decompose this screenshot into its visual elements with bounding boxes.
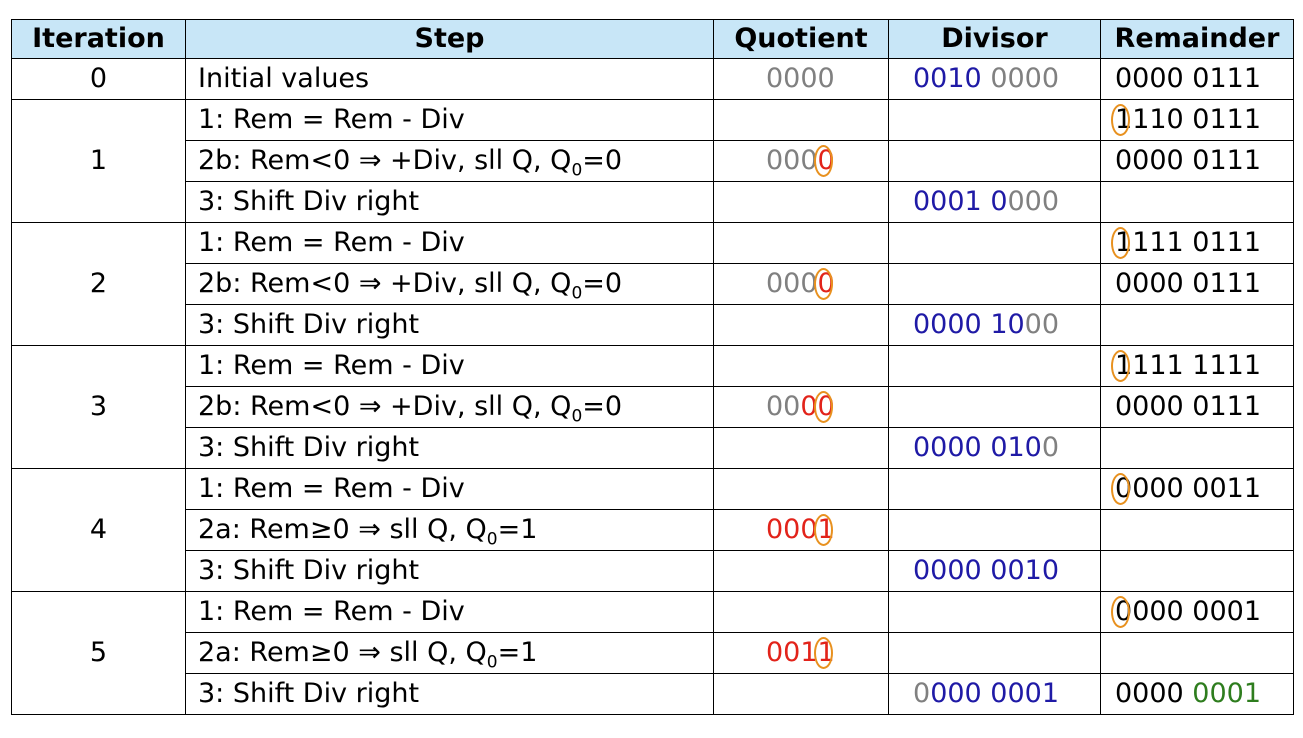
remainder-cell: 0000 0111 [1101, 387, 1294, 428]
divisor-cell [889, 510, 1101, 551]
divisor-cell [889, 428, 1101, 469]
table-row [12, 100, 1294, 141]
divisor-blue: 000 0001 [930, 678, 1060, 709]
step-cell [186, 141, 714, 182]
table-row [12, 223, 1294, 264]
quotient-cell [714, 141, 889, 182]
divisor-low: 0000 [990, 63, 1060, 94]
divisor-cell [889, 141, 1101, 182]
step-subscript: 0 [571, 283, 583, 304]
divisor-cell [889, 674, 1101, 715]
header-step: Step [186, 20, 714, 59]
quotient-prefix: 000 [766, 145, 818, 176]
step-text-end: =1 [497, 637, 538, 668]
divisor-high: 0001 [913, 186, 982, 217]
divisor-cell [889, 387, 1101, 428]
divisor-low-gray: 0 [1041, 432, 1060, 463]
divisor-cell [889, 551, 1101, 592]
quotient-bit-marker: 0 [818, 265, 835, 303]
table-row [12, 141, 1294, 182]
header-row [12, 20, 1294, 59]
header-iteration: Iteration [12, 20, 186, 59]
table-row [12, 428, 1294, 469]
quotient-cell [714, 264, 889, 305]
quotient-bit-marker: 0 [818, 142, 835, 180]
step-cell: Initial values [186, 59, 714, 100]
remainder-rest: 111 1111 [1132, 350, 1262, 381]
quotient-cell [714, 305, 889, 346]
quotient-cell [714, 223, 889, 264]
remainder-cell [1101, 674, 1294, 715]
quotient-prefix: 000 [766, 268, 818, 299]
iteration-cell: 1 [12, 100, 186, 223]
remainder-rest: 111 0111 [1132, 227, 1262, 258]
divisor-cell [889, 264, 1101, 305]
divisor-low-blue: 10 [990, 309, 1025, 340]
divisor-high: 0010 [913, 63, 982, 94]
quotient-cell [714, 100, 889, 141]
sign-bit-marker: 1 [1115, 224, 1132, 262]
divisor-value: 0000 0010 [913, 555, 1060, 586]
remainder-high: 0000 [1115, 678, 1193, 709]
header-remainder: Remainder [1101, 20, 1294, 59]
remainder-cell: 0000 0111 [1101, 264, 1294, 305]
quotient-cell [714, 182, 889, 223]
quotient-cell [714, 59, 889, 100]
divisor-cell [889, 59, 1101, 100]
divisor-cell [889, 223, 1101, 264]
divisor-cell [889, 592, 1101, 633]
quotient-value: 0000 [766, 63, 835, 94]
sign-bit-marker: 1 [1115, 101, 1132, 139]
step-cell: 1: Rem = Rem - Div [186, 592, 714, 633]
step-cell: 1: Rem = Rem - Div [186, 100, 714, 141]
step-subscript: 0 [571, 160, 583, 181]
step-text: 2b: Rem<0 ⇒ +Div, sll Q, Q [198, 145, 572, 176]
divisor-low-gray: 000 [1007, 186, 1060, 217]
remainder-low: 0001 [1192, 678, 1262, 709]
table-row [12, 633, 1294, 674]
iteration-cell: 3 [12, 346, 186, 469]
quotient-bit-marker: 1 [818, 511, 835, 549]
step-text: 2b: Rem<0 ⇒ +Div, sll Q, Q [198, 391, 572, 422]
step-text-end: =0 [582, 391, 623, 422]
quotient-bit-marker: 0 [818, 388, 835, 426]
step-cell: 1: Rem = Rem - Div [186, 223, 714, 264]
step-cell: 3: Shift Div right [186, 674, 714, 715]
remainder-cell [1101, 100, 1294, 141]
step-text-end: =0 [582, 268, 623, 299]
remainder-rest: 000 0001 [1132, 596, 1262, 627]
iteration-cell: 4 [12, 469, 186, 592]
step-cell [186, 510, 714, 551]
restoring-division-table [11, 19, 1294, 715]
quotient-cell [714, 674, 889, 715]
quotient-cell [714, 428, 889, 469]
step-subscript: 0 [486, 529, 498, 550]
divisor-low-gray: 00 [1024, 309, 1060, 340]
step-text: 2a: Rem≥0 ⇒ sll Q, Q [198, 637, 487, 668]
table-row [12, 264, 1294, 305]
remainder-cell [1101, 551, 1294, 592]
sign-bit-marker: 0 [1115, 470, 1132, 508]
remainder-cell [1101, 223, 1294, 264]
sign-bit-marker: 1 [1115, 347, 1132, 385]
quotient-cell [714, 387, 889, 428]
quotient-cell [714, 592, 889, 633]
quotient-prefix-red: 0 [800, 391, 818, 422]
iteration-cell: 2 [12, 223, 186, 346]
table-row [12, 387, 1294, 428]
step-cell [186, 633, 714, 674]
step-text-end: =1 [497, 514, 538, 545]
quotient-bit-marker: 1 [818, 634, 835, 672]
header-quotient: Quotient [714, 20, 889, 59]
remainder-cell [1101, 469, 1294, 510]
step-cell: 3: Shift Div right [186, 551, 714, 592]
divisor-cell [889, 305, 1101, 346]
remainder-cell: 0000 0111 [1101, 141, 1294, 182]
remainder-cell [1101, 182, 1294, 223]
iteration-cell: 0 [12, 59, 186, 100]
remainder-cell [1101, 428, 1294, 469]
divisor-cell [889, 469, 1101, 510]
remainder-cell [1101, 633, 1294, 674]
quotient-cell [714, 469, 889, 510]
step-cell [186, 264, 714, 305]
step-text: 2b: Rem<0 ⇒ +Div, sll Q, Q [198, 268, 572, 299]
divisor-high: 0000 [913, 432, 982, 463]
remainder-cell: 0000 0111 [1101, 59, 1294, 100]
divisor-gray: 0 [913, 678, 931, 709]
divisor-cell [889, 100, 1101, 141]
step-cell: 3: Shift Div right [186, 305, 714, 346]
table-row [12, 346, 1294, 387]
step-subscript: 0 [571, 406, 583, 427]
table-row [12, 551, 1294, 592]
table-row [12, 510, 1294, 551]
table-row [12, 674, 1294, 715]
divisor-low-blue: 010 [990, 432, 1042, 463]
remainder-rest: 000 0011 [1132, 473, 1262, 504]
divisor-low-blue: 0 [990, 186, 1008, 217]
divisor-high: 0000 [913, 309, 982, 340]
step-cell: 3: Shift Div right [186, 182, 714, 223]
table-row [12, 182, 1294, 223]
quotient-prefix: 000 [766, 514, 818, 545]
divisor-cell [889, 633, 1101, 674]
divisor-cell [889, 182, 1101, 223]
header-divisor: Divisor [889, 20, 1101, 59]
remainder-rest: 110 0111 [1132, 104, 1262, 135]
step-text: 2a: Rem≥0 ⇒ sll Q, Q [198, 514, 487, 545]
remainder-cell [1101, 510, 1294, 551]
quotient-cell [714, 510, 889, 551]
quotient-cell [714, 633, 889, 674]
table-row [12, 305, 1294, 346]
table-row [12, 592, 1294, 633]
quotient-cell [714, 346, 889, 387]
remainder-cell [1101, 305, 1294, 346]
step-cell [186, 387, 714, 428]
step-text-end: =0 [582, 145, 623, 176]
quotient-cell [714, 551, 889, 592]
quotient-prefix-gray: 00 [766, 391, 801, 422]
divisor-cell [889, 346, 1101, 387]
step-cell: 3: Shift Div right [186, 428, 714, 469]
table-row [12, 59, 1294, 100]
step-cell: 1: Rem = Rem - Div [186, 346, 714, 387]
step-subscript: 0 [486, 652, 498, 673]
table-row [12, 469, 1294, 510]
step-cell: 1: Rem = Rem - Div [186, 469, 714, 510]
quotient-prefix: 001 [766, 637, 818, 668]
sign-bit-marker: 0 [1115, 593, 1132, 631]
remainder-cell [1101, 592, 1294, 633]
remainder-cell [1101, 346, 1294, 387]
iteration-cell: 5 [12, 592, 186, 715]
